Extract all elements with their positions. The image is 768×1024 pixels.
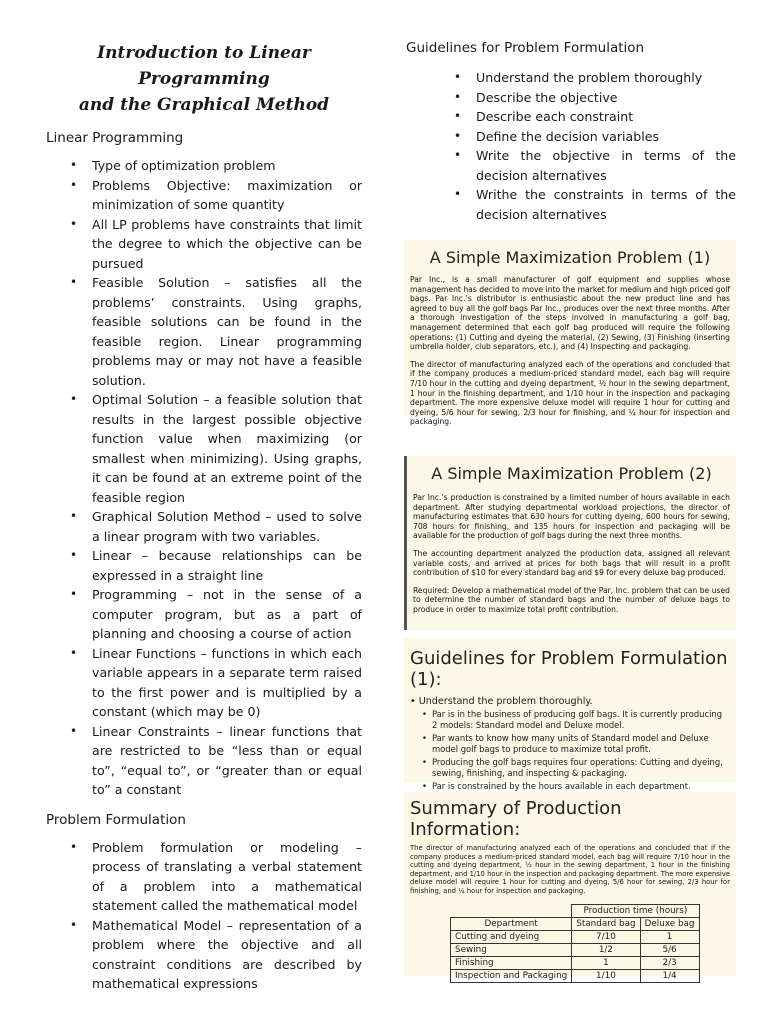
title-line-1: Introduction to Linear Programming (97, 43, 311, 89)
list-item: • Understand the problem thoroughly (476, 68, 736, 88)
table-cell: Cutting and dyeing (451, 930, 572, 943)
slide-production-summary (404, 792, 736, 981)
table-header: Standard bag (572, 917, 640, 930)
list-item: • Par is constrained by the hours available in each department. (432, 781, 730, 792)
slide-guidelines-1 (404, 638, 736, 791)
list-item: • Define the decision variables (476, 127, 736, 147)
document-title (46, 40, 362, 118)
list-item: • Linear – because relationships can be expressed in a straight line (92, 546, 362, 585)
guidelines-heading: Guidelines for Problem Formulation (406, 40, 645, 56)
table-cell: 7/10 (572, 930, 640, 943)
table-cell: 1/10 (572, 969, 640, 982)
list-item: • Programming – not in the sense of a computer program, but as a part of planning and choosing a course of action (92, 585, 362, 644)
section-heading-linear-programming: Linear Programming (46, 130, 184, 146)
list-item: • Linear Functions – functions in which each variable appears in a separate term raised to the first power and is multiplied by a constant (which may be 0) (92, 644, 362, 722)
slide-paragraph: The director of manufacturing analyzed each of the operations and concluded that if the company produces a medium-priced standard model, each bag will require 7/10 hour in the cutting and dyeing department, ½ hour in the sewing department, 1 hour in the finishing department, and 1/10 hour in the inspection and packaging department. The more expensive deluxe model will require 1 hour for cutting and dyeing, 5/6 hour for sewing, 2/3 hour for finishing, and ¼ hour for inspection and packaging. (410, 359, 730, 427)
table-cell: 1/4 (640, 969, 699, 982)
table-cell: Sewing (451, 943, 572, 956)
list-item: • Problems Objective: maximization or minimization of some quantity (92, 176, 362, 215)
slide-top-bullet: • Understand the problem thoroughly. (410, 696, 593, 707)
pf-bullet-list (46, 838, 362, 994)
list-item: • Mathematical Model – representation of a problem where the objective and all constraint conditions are described by mathematical expressions (92, 916, 362, 994)
list-item: • Problem formulation or modeling – process of translating a verbal statement of a problem into a mathematical statement called the mathematical model (92, 838, 362, 916)
table-cell: Inspection and Packaging (451, 969, 572, 982)
slide-title: A Simple Maximization Problem (1) (429, 248, 711, 267)
table-cell: 1/2 (572, 943, 640, 956)
slide-title: Guidelines for Problem Formulation (1): (410, 648, 728, 690)
list-item: • All LP problems have constraints that limit the degree to which the objective can be pursued (92, 215, 362, 274)
list-item: • Writhe the constraints in terms of the decision alternatives (476, 185, 736, 224)
list-item: • Optimal Solution – a feasible solution that results in the largest possible objective function value when maximizing (or smallest when minimizing). Using graphs, it can be found at an extreme point of the feasible region (92, 390, 362, 507)
table-header: Department (451, 917, 572, 930)
list-item: • Par is in the business of producing golf bags. It is currently producing 2 models: Standard model and Deluxe model. (432, 709, 730, 731)
slide-paragraph: Required: Develop a mathematical model of the Par, Inc. problem that can be used to determine the number of standard bags and the number of deluxe bags to produce in order to maximize total profit contribution. (413, 585, 730, 614)
guidelines-list (406, 68, 736, 224)
list-item: • Describe the objective (476, 88, 736, 108)
slide-maximization-2 (404, 456, 736, 630)
slide-title: Summary of Production Information: (410, 798, 622, 840)
list-item: • Graphical Solution Method – used to solve a linear program with two variables. (92, 507, 362, 546)
title-line-2: and the Graphical Method (78, 95, 330, 115)
left-column (46, 40, 362, 994)
table-cell: 1 (572, 956, 640, 969)
list-item: • Par wants to know how many units of Standard model and Deluxe model golf bags to produce to maximize total profit. (432, 733, 730, 755)
slide-maximization-1 (404, 240, 736, 427)
table-cell: 1 (640, 930, 699, 943)
list-item: • Linear Constraints – linear functions that are restricted to be “less than or equal to”, “equal to”, or “greater than or equal to” a constant (92, 722, 362, 800)
list-item: • Describe each constraint (476, 107, 736, 127)
right-column (406, 40, 736, 224)
list-item: • Write the objective in terms of the decision alternatives (476, 146, 736, 185)
slide-paragraph: The director of manufacturing analyzed each of the operations and concluded that if the company produces a medium-priced standard model, each bag will require 7/10 hour in the cutting and dyeing department, ½ hour in the sewing department, 1 hour in the finishing department, and 1/10 hour in the inspection and packaging department. The more expensive deluxe model will require 1 hour for cutting and dyeing, 5/6 hour for sewing, 2/3 hour for finishing, and ¼ hour for inspection and packaging. (410, 844, 730, 895)
slide-paragraph: The accounting department analyzed the production data, assigned all relevant variable costs, and arrived at prices for both bags that will result in a profit contribution of $10 for every standard bag and $9 for every deluxe bag produced. (413, 548, 730, 578)
table-group-header: Production time (hours) (572, 904, 699, 917)
slide-paragraph: Par Inc.’s production is constrained by a limited number of hours available in each department. After studying departmental workload projections, the director of manufacturing estimates that 630 hours for cutting dyeing, 600 hours for sewing, 708 hours for finishing, and 135 hours for inspection and packaging will be available for the production of golf bags during the next three months. (413, 493, 730, 541)
list-item: • Feasible Solution – satisfies all the problems’ constraints. Using graphs, feasible solutions can be found in the feasible region. Linear programming problems may or may not have a feasible solution. (92, 273, 362, 390)
table-header-row (451, 917, 700, 930)
lp-bullet-list (46, 156, 362, 800)
production-table (450, 904, 700, 983)
slide-sub-list (410, 709, 730, 792)
table-cell: 5/6 (640, 943, 699, 956)
section-heading-problem-formulation: Problem Formulation (46, 811, 186, 828)
table-header: Deluxe bag (640, 917, 699, 930)
table-cell: Finishing (451, 956, 572, 969)
table-row (451, 943, 700, 956)
slide-paragraph: Par Inc., is a small manufacturer of golf equipment and supplies whose management has decided to move into the market for medium and high priced golf bags. Par Inc.’s distributor is enthusiastic about the new product line and has agreed to buy all the golf bags Par Inc., produces over the next three months. After a thorough investigation of the steps involved in manufacturing a golf bag, management determined that each golf bag produced will require the following operations: (1) Cutting and dyeing the material, (2) Sewing, (3) Finishing (inserting umbrella holder, club separators, etc.), and (4) Inspecting and packaging. (410, 275, 730, 352)
table-cell: 2/3 (640, 956, 699, 969)
table-row (451, 956, 700, 969)
list-item: • Type of optimization problem (92, 156, 362, 176)
table-row (451, 930, 700, 943)
list-item: • Producing the golf bags requires four operations: Cutting and dyeing, sewing, finishing, and inspecting & packaging. (432, 757, 730, 779)
table-row (451, 969, 700, 982)
slide-title: A Simple Maximization Problem (2) (431, 464, 712, 483)
